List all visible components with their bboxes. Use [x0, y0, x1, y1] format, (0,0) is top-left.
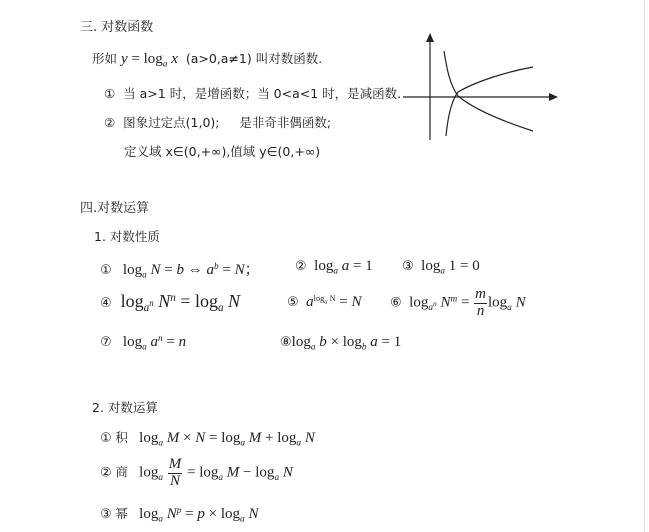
property-8: $⑧\log_a$ $b \times \log_b a = 1$ — [280, 334, 402, 353]
log-function-graph — [395, 30, 560, 145]
subsection-log-properties: 1. 对数性质 — [94, 229, 160, 244]
subsection-log-operations: 2. 对数运算 — [92, 400, 158, 415]
definition-prefix: 形如 — [92, 51, 118, 66]
property-5: ⑤ $a^{log_a N} = N$ — [287, 294, 362, 310]
definition-formula: $y = \log_a x$ — [121, 51, 178, 70]
operation-power: ③ 幂 $\log_a N^p = p \times \log_a N$ — [100, 505, 259, 525]
definition-condition: (a>0,a≠1) — [185, 51, 252, 66]
section-title-log-function: 三. 对数函数 — [80, 20, 154, 35]
log-function-definition — [92, 49, 322, 69]
property-4: ④ $\log_{a^n} N^n = \log_a N$ — [100, 291, 241, 314]
property-2: ② $\log_a a = 1$ — [295, 258, 373, 277]
domain-range-item: 定义域 x∈(0,+∞),值域 y∈(0,+∞) — [124, 144, 321, 159]
operation-quotient: ② 商 $\log_a$ $\frac{M}{N}$ = $\log_a M - \log_a N$ — [100, 456, 293, 489]
operation-product: ① 积 $\log_a M \times N = \log_a M + \log_a N$ — [100, 430, 315, 449]
page-edge-divider — [644, 0, 645, 532]
property-6: ⑥ $\log_{a^n} N^m$ = $\frac{m}{n}$ $\log_a N$ — [390, 286, 526, 319]
property-3: ③ $\log_a 1 = 0$ — [402, 258, 480, 277]
property-1: ① $\log_a N = b$ ⇔ $a^b = N$； — [100, 261, 260, 281]
property-7: ⑦ $\log_a a^n = n$ — [100, 334, 187, 353]
section-title-log-operations: 四.对数运算 — [80, 201, 150, 216]
definition-suffix: 叫对数函数. — [255, 51, 323, 66]
fixed-point-item: ② 图象过定点(1,0); 是非奇非偶函数; — [104, 115, 332, 130]
monotonicity-item: ① 当 a>1 时，是增函数；当 0<a<1 时，是减函数. — [104, 86, 402, 101]
